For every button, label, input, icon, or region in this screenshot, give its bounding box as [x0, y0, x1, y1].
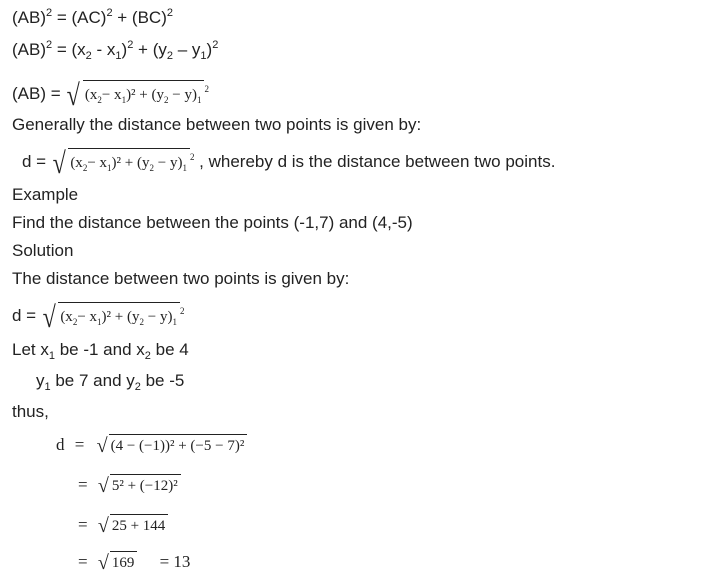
subscript: 1	[44, 381, 51, 393]
subscript: 1	[115, 50, 122, 62]
subscript: 1	[172, 317, 177, 327]
step-3-radical	[98, 514, 168, 536]
subscript: 1	[121, 95, 127, 105]
radical-sign: √	[97, 552, 109, 574]
term: (x	[60, 309, 73, 325]
term: )² + (	[111, 155, 142, 171]
term: )² + (	[126, 87, 157, 103]
exponent: 2	[204, 84, 209, 94]
term: be -5	[140, 371, 185, 390]
lhs: (AB) =	[12, 84, 66, 103]
heading-solution: Solution	[12, 241, 74, 260]
radical-sign: √	[97, 515, 109, 537]
text-thus: thus,	[12, 402, 49, 421]
subscript: 2	[144, 350, 151, 362]
term: be 4	[150, 340, 189, 359]
subscript: 2	[72, 317, 78, 327]
term: − y)	[143, 309, 173, 325]
subscript: 2	[139, 317, 144, 327]
term: )	[206, 40, 213, 59]
equation-distance-general	[22, 147, 556, 180]
subscript: 1	[48, 350, 55, 362]
term: - x	[91, 40, 116, 59]
subscript: 1	[107, 163, 112, 173]
lhs: d	[56, 435, 65, 454]
step-2-radical	[98, 474, 181, 496]
term: − x	[87, 155, 108, 171]
subscript: 2	[85, 50, 92, 62]
subscript: 2	[97, 95, 102, 105]
exponent: 2	[46, 39, 53, 51]
term-bc: + (BC)	[112, 8, 167, 27]
radicand: (4 − (−1))² + (−5 − 7)²	[109, 434, 248, 456]
step-2	[78, 474, 181, 496]
result: = 13	[159, 552, 191, 571]
term: + (y	[133, 40, 167, 59]
term: − y)	[168, 87, 197, 103]
radicand	[58, 302, 180, 327]
equals-sign: =	[78, 515, 88, 534]
term: (x	[84, 87, 98, 103]
radicand: 5² + (−12)²	[110, 474, 181, 496]
equation-ab-root	[12, 79, 209, 112]
radical-sign: √	[97, 475, 109, 497]
term: − y)	[153, 155, 183, 171]
equation-distance-formula	[12, 301, 185, 334]
subscript: 2	[166, 50, 173, 62]
term: )² + (	[101, 309, 132, 325]
equals-sign: =	[78, 552, 88, 571]
term: (x	[70, 155, 83, 171]
text-let-y	[36, 371, 184, 391]
radical-sign: √	[67, 79, 81, 112]
term: Let x	[12, 340, 49, 359]
step-4	[78, 551, 190, 573]
term: (AB)	[12, 40, 46, 59]
text-distance-given: The distance between two points is given by:	[12, 269, 350, 288]
term: − x	[101, 87, 122, 103]
subscript: 2	[82, 163, 88, 173]
term: = (x	[52, 40, 86, 59]
term: y	[141, 155, 150, 171]
lhs: d =	[22, 152, 51, 171]
distance-formula-radical	[65, 79, 209, 112]
equals-sign: =	[74, 435, 85, 454]
term: be 7 and y	[50, 371, 135, 390]
equation-pythagoras	[12, 8, 173, 28]
term: – y	[173, 40, 201, 59]
subscript: 1	[97, 317, 102, 327]
subscript: 1	[200, 50, 207, 62]
subscript: 1	[182, 163, 187, 173]
term: be -1 and x	[54, 340, 145, 359]
step-3	[78, 514, 168, 536]
text-let-x	[12, 340, 189, 360]
exponent: 2	[127, 39, 134, 51]
radical-sign: √	[52, 147, 66, 180]
term: y	[36, 371, 45, 390]
radical-sign: √	[42, 301, 56, 334]
exponent: 2	[189, 152, 195, 162]
exponent: 2	[166, 7, 173, 19]
term: y	[156, 87, 165, 103]
radicand: 169	[110, 551, 138, 573]
term-ac: = (AC)	[52, 8, 107, 27]
equals-sign: =	[78, 475, 88, 494]
subscript: 2	[149, 163, 154, 173]
step-1-radical	[97, 434, 248, 456]
distance-formula-radical	[51, 147, 195, 180]
exponent: 2	[179, 306, 185, 316]
term: y	[131, 309, 140, 325]
lhs: d =	[12, 306, 41, 325]
radicand	[68, 148, 190, 173]
text-problem: Find the distance between the points (-1,7) and (4,-5)	[12, 213, 413, 232]
step-1	[56, 434, 247, 456]
subscript: 2	[164, 95, 169, 105]
term: )	[121, 40, 128, 59]
term-ab: (AB)	[12, 8, 46, 27]
exponent: 2	[212, 39, 219, 51]
radicand	[83, 80, 205, 105]
term: − x	[77, 309, 98, 325]
distance-formula-radical	[41, 301, 185, 334]
exponent: 2	[106, 7, 113, 19]
radicand: 25 + 144	[110, 514, 168, 536]
equation-coordinates	[12, 40, 218, 60]
subscript: 1	[196, 95, 202, 105]
subscript: 2	[134, 381, 141, 393]
text-generally: Generally the distance between two points is given by:	[12, 115, 422, 134]
radical-sign: √	[96, 435, 108, 457]
exponent: 2	[46, 7, 53, 19]
heading-example: Example	[12, 185, 79, 204]
step-4-radical	[98, 551, 137, 573]
whereby-text: , whereby d is the distance between two points.	[194, 152, 556, 171]
